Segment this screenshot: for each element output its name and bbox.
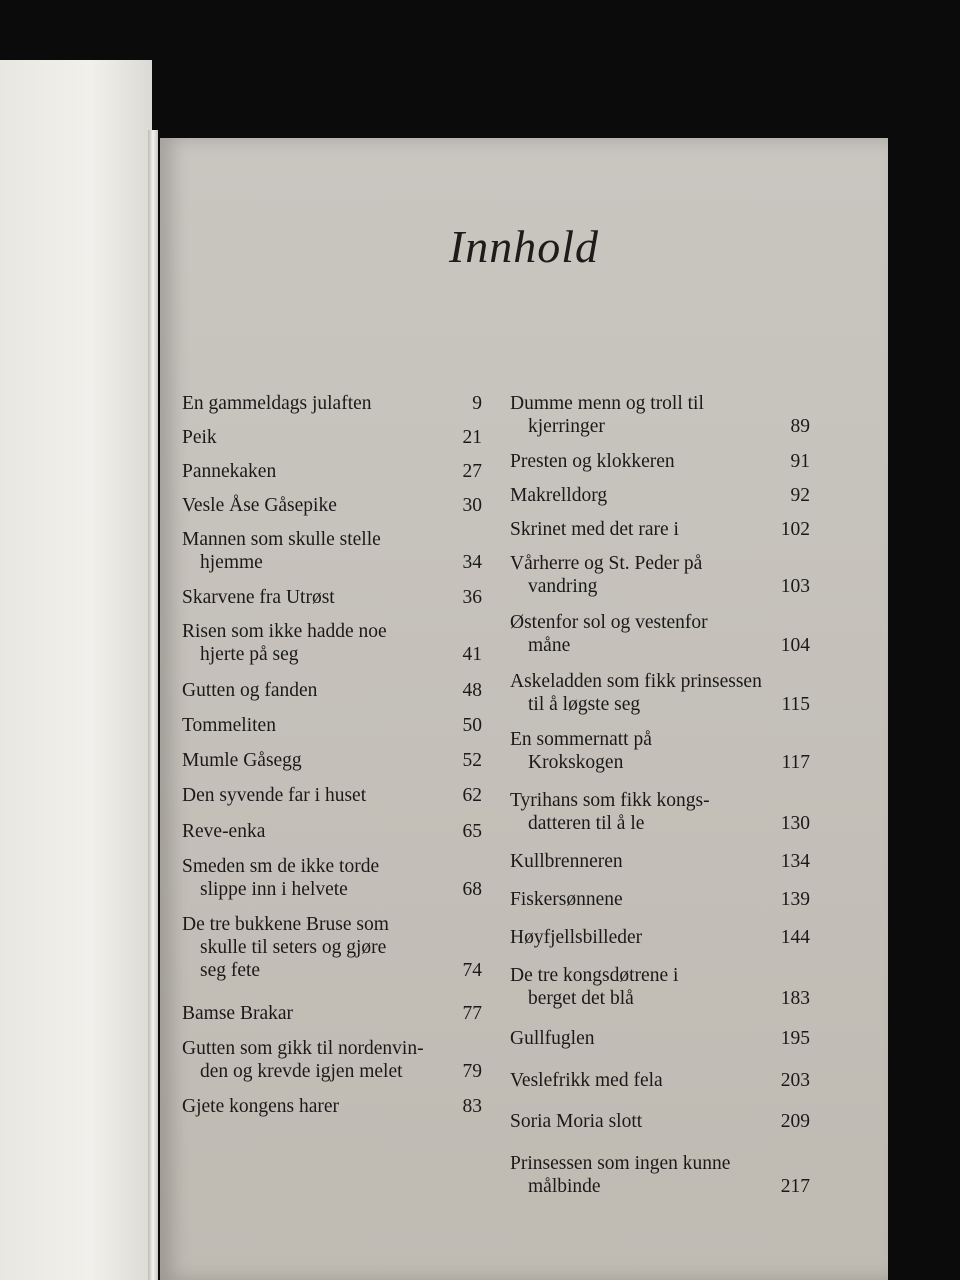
toc-entry-title-line: Smeden sm de ikke torde — [182, 856, 380, 877]
toc-page-number: 203 — [780, 1070, 810, 1091]
toc-entry-title-line: Veslefrikk med fela — [510, 1070, 663, 1091]
toc-entry-title-line: Tommeliten — [182, 715, 276, 736]
toc-page-number: 139 — [780, 889, 810, 910]
toc-entry-title-line: Presten og klokkeren — [510, 451, 675, 472]
toc-entry — [510, 926, 810, 949]
toc-entry-title — [182, 855, 482, 901]
toc-entry-title — [182, 392, 482, 415]
toc-entry — [182, 913, 482, 982]
toc-entry — [510, 611, 810, 657]
toc-entry — [182, 392, 482, 415]
toc-entry-title-line: Gjete kongens harer — [182, 1096, 340, 1117]
toc-entry-title — [510, 850, 810, 873]
toc-entry-title-line: Kullbrenneren — [510, 851, 623, 872]
toc-entry — [182, 460, 482, 483]
toc-page-number: 89 — [790, 416, 810, 437]
toc-entry — [510, 670, 810, 716]
toc-entry — [182, 1095, 482, 1118]
toc-entry-title — [182, 913, 482, 982]
toc-entry — [510, 789, 810, 835]
toc-entry-title-line: måne — [528, 635, 571, 656]
toc-page-number: 144 — [780, 927, 810, 948]
toc-entry-title — [510, 611, 810, 657]
toc-entry-title — [182, 426, 482, 449]
toc-entry-title-line: den og krevde igjen melet — [200, 1061, 403, 1082]
toc-entry-title — [182, 784, 482, 807]
toc-entry — [182, 528, 482, 574]
toc-entry-title — [510, 1152, 810, 1198]
toc-entry — [182, 586, 482, 609]
toc-entry-title-line: Risen som ikke hadde noe — [182, 621, 387, 642]
toc-entry-title-line: seg fete — [200, 960, 261, 981]
toc-entry — [510, 850, 810, 873]
toc-entry-title — [182, 714, 482, 737]
toc-page-number: 30 — [462, 495, 482, 516]
toc-entry-title-line: Vesle Åse Gåsepike — [182, 495, 337, 516]
toc-entry — [510, 1152, 810, 1198]
toc-entry-title-line: berget det blå — [528, 988, 634, 1009]
toc-entry-title-line: Mannen som skulle stelle — [182, 529, 381, 550]
toc-entry-title-line: Høyfjellsbilleder — [510, 927, 643, 948]
toc-page-number: 74 — [462, 960, 482, 981]
toc-entry-title — [182, 820, 482, 843]
toc-entry-title-line: slippe inn i helvete — [200, 879, 348, 900]
toc-entry-title — [510, 518, 810, 541]
toc-entry-title — [182, 1002, 482, 1025]
toc-page-number: 83 — [462, 1096, 482, 1117]
toc-entry-title — [182, 749, 482, 772]
toc-entry-title-line: skulle til seters og gjøre — [200, 937, 387, 958]
toc-entry-title — [510, 964, 810, 1010]
toc-page-number: 52 — [462, 750, 482, 771]
facing-page — [0, 60, 152, 1280]
toc-page-number: 68 — [462, 879, 482, 900]
toc-page-number: 117 — [781, 752, 810, 773]
toc-page-number: 209 — [780, 1111, 810, 1132]
toc-entry-title-line: De tre bukkene Bruse som — [182, 914, 389, 935]
toc-entry-title-line: Gutten og fanden — [182, 680, 318, 701]
toc-entry-title-line: Krokskogen — [528, 752, 624, 773]
toc-entry-title-line: Gutten som gikk til nordenvin- — [182, 1038, 424, 1059]
toc-entry-title — [182, 679, 482, 702]
toc-page-number: 91 — [790, 451, 810, 472]
toc-page-number: 79 — [462, 1061, 482, 1082]
toc-entry-title-line: datteren til å le — [528, 813, 645, 834]
toc-page-number: 77 — [462, 1003, 482, 1024]
toc-entry-title-line: En sommernatt på — [510, 729, 652, 750]
toc-entry-title-line: Prinsessen som ingen kunne — [510, 1153, 731, 1174]
toc-entry-title — [510, 1069, 810, 1092]
toc-page-number: 102 — [780, 519, 810, 540]
toc-entry-title — [510, 728, 810, 774]
toc-page-number: 62 — [462, 785, 482, 806]
toc-entry-title — [510, 1110, 810, 1133]
toc-entry-title-line: En gammeldags julaften — [182, 393, 372, 414]
toc-entry-title-line: Gullfuglen — [510, 1028, 595, 1049]
toc-entry-title — [182, 528, 482, 574]
toc-page-number: 104 — [780, 635, 810, 656]
toc-page-number: 65 — [462, 821, 482, 842]
toc-entry — [510, 1110, 810, 1133]
toc-entry-title — [182, 620, 482, 666]
toc-entry — [182, 679, 482, 702]
toc-page-number: 217 — [780, 1176, 810, 1197]
toc-entry — [510, 1027, 810, 1050]
toc-entry-title — [510, 888, 810, 911]
toc-entry-title-line: Peik — [182, 427, 217, 448]
book-page — [160, 138, 888, 1280]
toc-entry-title-line: Pannekaken — [182, 461, 277, 482]
toc-entry-title-line: Askeladden som fikk prinsessen — [510, 671, 762, 692]
toc-entry-title-line: hjemme — [200, 552, 263, 573]
toc-page-number: 21 — [462, 427, 482, 448]
toc-entry-title — [182, 1095, 482, 1118]
toc-entry-title-line: De tre kongsdøtrene i — [510, 965, 679, 986]
toc-entry — [510, 552, 810, 598]
toc-entry-title-line: Tyrihans som fikk kongs- — [510, 790, 710, 811]
toc-entry — [510, 484, 810, 507]
toc-entry — [510, 964, 810, 1010]
toc-page-number: 34 — [462, 552, 482, 573]
toc-entry-title-line: Mumle Gåsegg — [182, 750, 302, 771]
toc-entry-title-line: til å løgste seg — [528, 694, 641, 715]
toc-entry — [510, 728, 810, 774]
toc-entry — [182, 784, 482, 807]
toc-entry-title — [182, 1037, 482, 1083]
toc-page-number: 48 — [462, 680, 482, 701]
toc-entry — [510, 888, 810, 911]
toc-page-number: 115 — [781, 694, 810, 715]
toc-page-number: 27 — [462, 461, 482, 482]
toc-entry — [510, 518, 810, 541]
toc-entry — [182, 749, 482, 772]
toc-entry-title — [510, 392, 810, 438]
toc-entry-title — [510, 484, 810, 507]
toc-page-number: 103 — [780, 576, 810, 597]
toc-entry-title — [510, 1027, 810, 1050]
toc-entry-title — [182, 586, 482, 609]
toc-entry-title — [510, 552, 810, 598]
toc-entry-title-line: Skrinet med det rare i — [510, 519, 679, 540]
page-title: Innhold — [448, 221, 600, 272]
toc-page-number: 50 — [462, 715, 482, 736]
toc-page-number: 134 — [780, 851, 810, 872]
toc-entry — [510, 392, 810, 438]
toc-entry-title-line: Soria Moria slott — [510, 1111, 643, 1132]
toc-entry — [182, 620, 482, 666]
toc-entry — [510, 1069, 810, 1092]
toc-page-number: 36 — [462, 587, 482, 608]
toc-entry-title-line: Makrelldorg — [510, 485, 608, 506]
toc-page-number: 92 — [790, 485, 810, 506]
toc-entry — [182, 426, 482, 449]
toc-entry-title — [182, 460, 482, 483]
toc-entry — [182, 714, 482, 737]
toc-entry-title-line: vandring — [528, 576, 598, 597]
toc-entry — [510, 450, 810, 473]
toc-entry-title-line: Skarvene fra Utrøst — [182, 587, 335, 608]
toc-entry — [182, 1002, 482, 1025]
toc-entry-title-line: Reve-enka — [182, 821, 266, 842]
toc-entry — [182, 494, 482, 517]
toc-entry-title-line: hjerte på seg — [200, 644, 299, 665]
toc-entry — [182, 855, 482, 901]
toc-entry-title — [510, 450, 810, 473]
toc-entry-title-line: Vårherre og St. Peder på — [510, 553, 703, 574]
toc-entry-title-line: Fiskersønnene — [510, 889, 623, 910]
toc-entry-title — [510, 926, 810, 949]
page-edge — [148, 130, 158, 1280]
toc-page-number: 41 — [462, 644, 482, 665]
toc-entry-title-line: kjerringer — [528, 416, 605, 437]
toc-entry-title — [510, 670, 810, 716]
toc-entry-title-line: Østenfor sol og vestenfor — [510, 612, 708, 633]
toc-page-number: 183 — [780, 988, 810, 1009]
toc-entry-title-line: Den syvende far i huset — [182, 785, 367, 806]
toc-page-number: 195 — [780, 1028, 810, 1049]
toc-entry-title-line: målbinde — [528, 1176, 601, 1197]
toc-page-number: 130 — [780, 813, 810, 834]
toc-page-number: 9 — [472, 393, 482, 414]
toc-entry-title-line: Bamse Brakar — [182, 1003, 294, 1024]
toc-entry-title — [182, 494, 482, 517]
toc-entry-title — [510, 789, 810, 835]
toc-entry — [182, 820, 482, 843]
toc-entry-title-line: Dumme menn og troll til — [510, 393, 704, 414]
toc-entry — [182, 1037, 482, 1083]
